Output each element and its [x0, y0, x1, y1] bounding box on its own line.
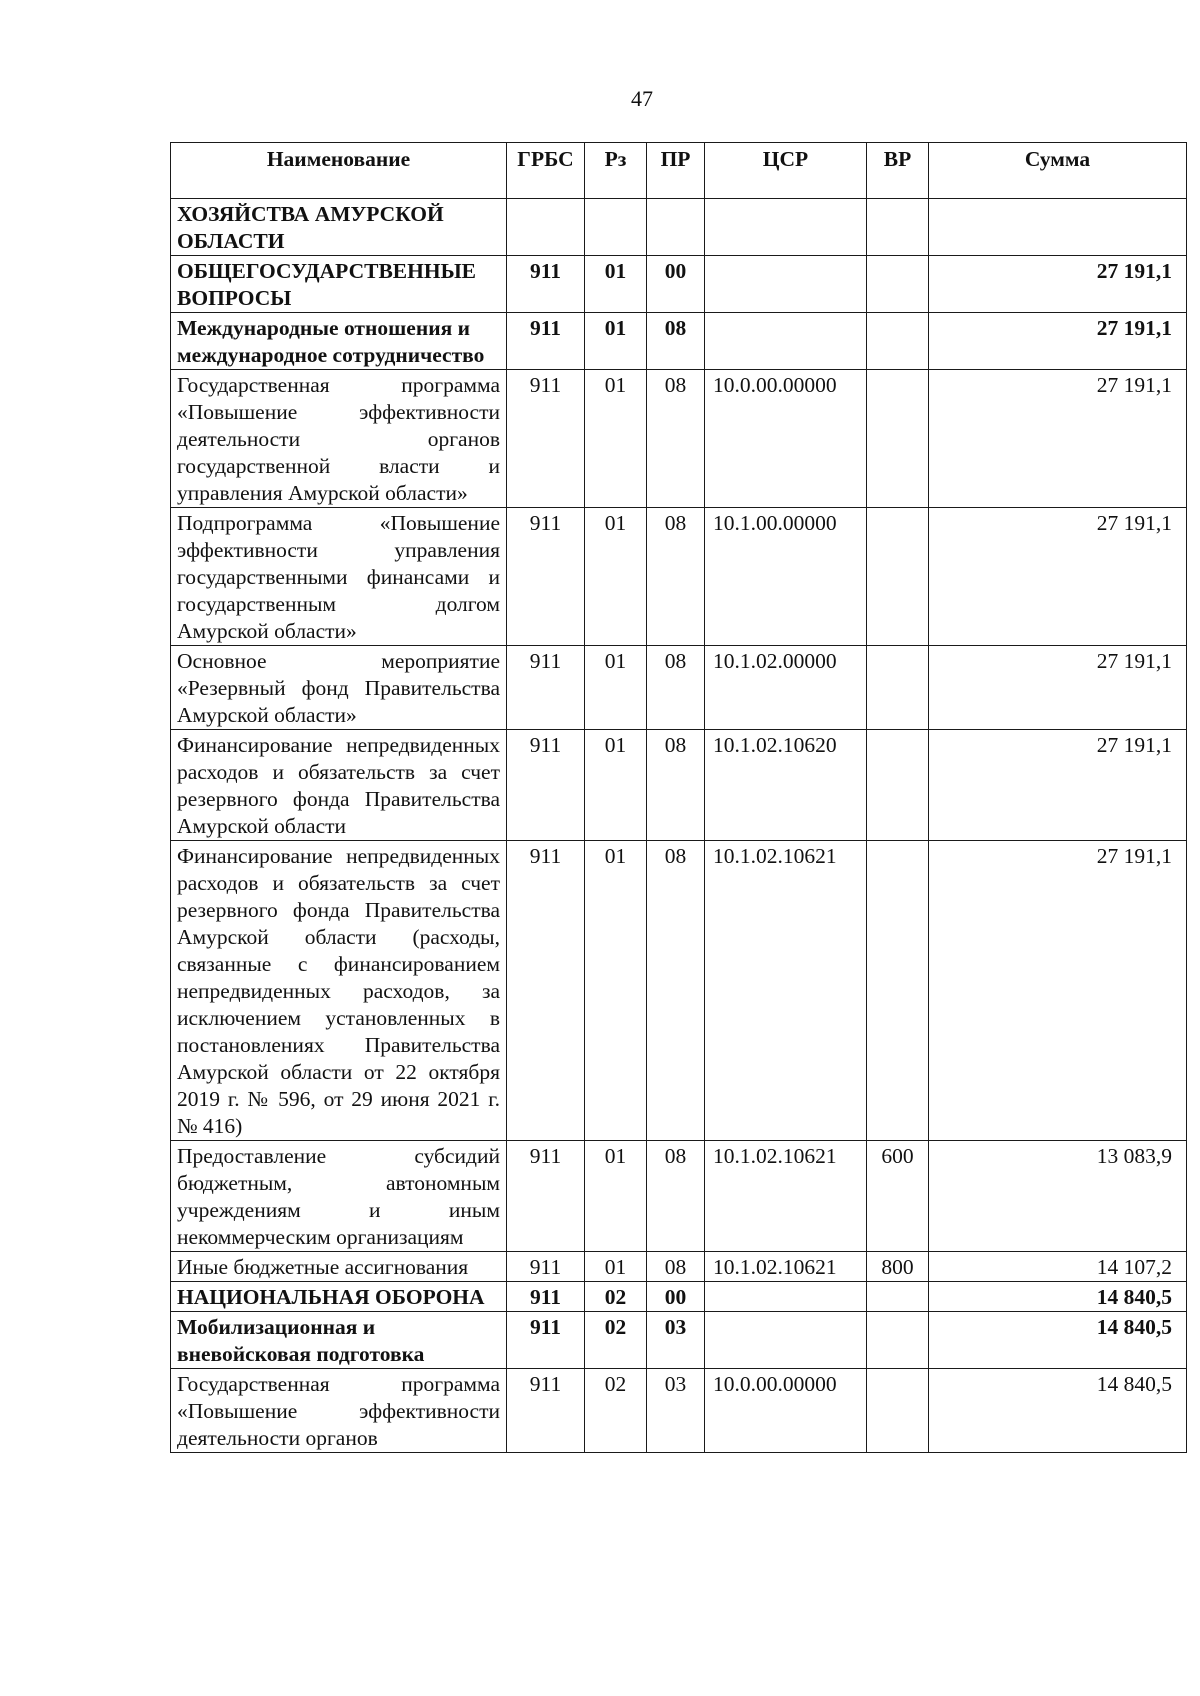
cell-vr [867, 256, 929, 313]
cell-vr [867, 508, 929, 646]
cell-csr: 10.1.02.10620 [705, 730, 867, 841]
cell-grbs: 911 [507, 1252, 585, 1282]
table-header-row [171, 143, 1187, 199]
cell-amount: 27 191,1 [929, 841, 1187, 1141]
cell-vr [867, 646, 929, 730]
table-row [171, 508, 1187, 646]
cell-rz: 01 [585, 841, 647, 1141]
cell-amount: 27 191,1 [929, 508, 1187, 646]
cell-grbs: 911 [507, 313, 585, 370]
cell-pr: 00 [647, 1282, 705, 1312]
cell-csr [705, 199, 867, 256]
cell-csr: 10.1.02.10621 [705, 841, 867, 1141]
cell-amount: 13 083,9 [929, 1141, 1187, 1252]
table-row [171, 1282, 1187, 1312]
cell-csr: 10.1.00.00000 [705, 508, 867, 646]
cell-amount: 27 191,1 [929, 646, 1187, 730]
cell-csr: 10.1.02.10621 [705, 1252, 867, 1282]
cell-name: Мобилизационная и вневойсковая подготовка [171, 1312, 507, 1369]
cell-pr: 08 [647, 646, 705, 730]
cell-vr [867, 730, 929, 841]
table-row [171, 256, 1187, 313]
cell-pr: 03 [647, 1312, 705, 1369]
cell-rz: 01 [585, 1252, 647, 1282]
cell-amount: 14 840,5 [929, 1312, 1187, 1369]
header-name: Наименование [171, 143, 507, 199]
cell-grbs: 911 [507, 370, 585, 508]
cell-amount: 14 840,5 [929, 1369, 1187, 1453]
cell-grbs: 911 [507, 730, 585, 841]
budget-table [170, 142, 1187, 1453]
cell-name: Государственная программа «Повышение эффективности деятельности органов [171, 1369, 507, 1453]
cell-amount: 14 107,2 [929, 1252, 1187, 1282]
table-row [171, 646, 1187, 730]
cell-grbs: 911 [507, 1141, 585, 1252]
cell-pr: 08 [647, 1141, 705, 1252]
cell-grbs: 911 [507, 508, 585, 646]
cell-name: Международные отношения и международное сотрудничество [171, 313, 507, 370]
cell-pr: 08 [647, 1252, 705, 1282]
cell-grbs: 911 [507, 841, 585, 1141]
cell-amount [929, 199, 1187, 256]
cell-name: Финансирование непредвиденных расходов и обязательств за счет резервного фонда Правительства Амурской области (расходы, связанные с финансированием непредвиденных расходов, за исключением установленных в постановлениях Правительства Амурской области от 22 октября 2019 г. № 596, от 29 июня 2021 г. № 416) [171, 841, 507, 1141]
cell-name: Государственная программа «Повышение эффективности деятельности органов государственной власти и управления Амурской области» [171, 370, 507, 508]
table-row [171, 1141, 1187, 1252]
cell-vr [867, 370, 929, 508]
cell-amount: 27 191,1 [929, 256, 1187, 313]
cell-vr: 600 [867, 1141, 929, 1252]
header-vr: ВР [867, 143, 929, 199]
cell-pr: 08 [647, 730, 705, 841]
cell-pr: 08 [647, 370, 705, 508]
cell-grbs [507, 199, 585, 256]
cell-vr [867, 1369, 929, 1453]
table-row [171, 841, 1187, 1141]
table-row [171, 313, 1187, 370]
header-grbs: ГРБС [507, 143, 585, 199]
cell-csr [705, 1282, 867, 1312]
cell-vr [867, 313, 929, 370]
cell-amount: 27 191,1 [929, 370, 1187, 508]
cell-rz: 01 [585, 1141, 647, 1252]
cell-csr [705, 256, 867, 313]
cell-grbs: 911 [507, 256, 585, 313]
cell-name: Иные бюджетные ассигнования [171, 1252, 507, 1282]
cell-grbs: 911 [507, 646, 585, 730]
cell-pr: 08 [647, 841, 705, 1141]
cell-vr [867, 199, 929, 256]
cell-pr: 08 [647, 313, 705, 370]
header-csr: ЦСР [705, 143, 867, 199]
header-pr: ПР [647, 143, 705, 199]
cell-vr [867, 841, 929, 1141]
cell-vr [867, 1282, 929, 1312]
cell-amount: 27 191,1 [929, 730, 1187, 841]
cell-name: НАЦИОНАЛЬНАЯ ОБОРОНА [171, 1282, 507, 1312]
cell-grbs: 911 [507, 1282, 585, 1312]
cell-rz: 01 [585, 313, 647, 370]
table-row [171, 730, 1187, 841]
header-rz: Рз [585, 143, 647, 199]
cell-rz: 01 [585, 370, 647, 508]
cell-csr [705, 1312, 867, 1369]
cell-rz [585, 199, 647, 256]
cell-name: ХОЗЯЙСТВА АМУРСКОЙ ОБЛАСТИ [171, 199, 507, 256]
table-row [171, 1252, 1187, 1282]
cell-name: ОБЩЕГОСУДАРСТВЕННЫЕ ВОПРОСЫ [171, 256, 507, 313]
cell-pr: 03 [647, 1369, 705, 1453]
page-number: 47 [631, 86, 653, 111]
cell-rz: 01 [585, 508, 647, 646]
cell-name: Подпрограмма «Повышение эффективности управления государственными финансами и государственным долгом Амурской области» [171, 508, 507, 646]
table-row [171, 1369, 1187, 1453]
cell-rz: 02 [585, 1282, 647, 1312]
cell-amount: 14 840,5 [929, 1282, 1187, 1312]
cell-rz: 01 [585, 256, 647, 313]
cell-name: Основное мероприятие «Резервный фонд Правительства Амурской области» [171, 646, 507, 730]
cell-csr [705, 313, 867, 370]
cell-vr: 800 [867, 1252, 929, 1282]
cell-csr: 10.1.02.00000 [705, 646, 867, 730]
cell-rz: 02 [585, 1312, 647, 1369]
cell-pr: 00 [647, 256, 705, 313]
cell-csr: 10.0.00.00000 [705, 370, 867, 508]
cell-csr: 10.0.00.00000 [705, 1369, 867, 1453]
table-row [171, 199, 1187, 256]
cell-rz: 01 [585, 730, 647, 841]
cell-name: Предоставление субсидий бюджетным, автономным учреждениям и иным некоммерческим организациям [171, 1141, 507, 1252]
table-row [171, 370, 1187, 508]
cell-vr [867, 1312, 929, 1369]
cell-pr: 08 [647, 508, 705, 646]
cell-csr: 10.1.02.10621 [705, 1141, 867, 1252]
cell-pr [647, 199, 705, 256]
table-row [171, 1312, 1187, 1369]
cell-grbs: 911 [507, 1312, 585, 1369]
cell-rz: 02 [585, 1369, 647, 1453]
cell-grbs: 911 [507, 1369, 585, 1453]
cell-amount: 27 191,1 [929, 313, 1187, 370]
cell-name: Финансирование непредвиденных расходов и обязательств за счет резервного фонда Правительства Амурской области [171, 730, 507, 841]
header-amount: Сумма [929, 143, 1187, 199]
cell-rz: 01 [585, 646, 647, 730]
table-body [171, 199, 1187, 1453]
